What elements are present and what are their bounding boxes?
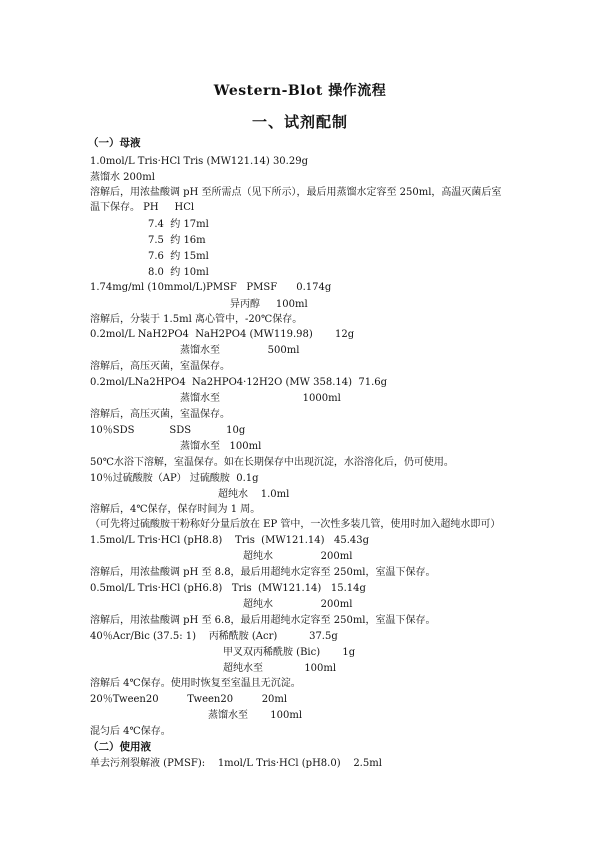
text-line: 0.2mol/LNa2HPO4 Na2HPO4·12H2O (MW 358.14) 71.6g xyxy=(90,377,388,388)
text-line: 7.4 约 17ml xyxy=(148,219,209,230)
text-line: 超纯水 200ml xyxy=(243,599,353,610)
text-line: 蒸馏水至 1000ml xyxy=(180,393,341,404)
text-line: 1.5mol/L Tris·HCl (pH8.8) Tris (MW121.14) 45.43g xyxy=(90,535,370,546)
text-line: 50℃水浴下溶解，室温保存。如在长期保存中出现沉淀，水浴溶化后，仍可使用。 xyxy=(90,457,454,468)
text-line: 蒸馏水至 100ml xyxy=(180,441,262,452)
subsection-stock-title: （一）母液 xyxy=(88,137,141,149)
text-line: 溶解后，4℃保存，保存时间为 1 周。 xyxy=(90,504,261,515)
text-line: 蒸馏水至 100ml xyxy=(208,710,303,721)
section-heading: 一、试剂配制 xyxy=(251,113,348,131)
text-line: 溶解后，用浓盐酸调 pH 至 8.8，最后用超纯水定容至 250ml，室温下保存。 xyxy=(90,567,436,578)
text-line: 混匀后 4℃保存。 xyxy=(90,726,171,737)
subsection-working-title: （二）使用液 xyxy=(88,741,151,753)
text-line: 1.0mol/L Tris·HCl Tris (MW121.14) 30.29g xyxy=(90,156,308,167)
text-line: 超纯水 200ml xyxy=(243,551,353,562)
text-line: 1.74mg/ml (10mmol/L)PMSF PMSF 0.174g xyxy=(90,282,332,293)
text-line: 单去污剂裂解液 (PMSF): 1mol/L Tris·HCl (pH8.0) 2.5ml xyxy=(90,758,382,769)
text-line: 溶解后，用浓盐酸调 pH 至 6.8，最后用超纯水定容至 250ml，室温下保存。 xyxy=(90,615,436,626)
text-line: 0.5mol/L Tris·HCl (pH6.8) Tris (MW121.14) 15.14g xyxy=(90,583,366,594)
text-line: 甲叉双丙稀酰胺 (Bic) 1g xyxy=(223,647,356,658)
text-line: 溶解后，用浓盐酸调 pH 至所需点（见下所示），最后用蒸馏水定容至 250ml，高温灭菌后室 xyxy=(90,187,502,198)
text-line: 异丙醇 100ml xyxy=(230,299,308,310)
text-line: 蒸馏水 200ml xyxy=(90,172,155,183)
text-line: 溶解后，分装于 1.5ml 离心管中，-20℃保存。 xyxy=(90,314,303,325)
text-line: 蒸馏水至 500ml xyxy=(180,345,300,356)
text-line: 7.6 约 15ml xyxy=(148,251,209,262)
text-line: 0.2mol/L NaH2PO4 NaH2PO4 (MW119.98) 12g xyxy=(90,329,355,340)
text-line: 10％过硫酸胺（AP） 过硫酸胺 0.1g xyxy=(90,473,259,484)
text-line: 7.5 约 16m xyxy=(148,235,206,246)
text-line: 溶解后，高压灭菌，室温保存。 xyxy=(90,409,230,420)
text-line: 溶解后 4℃保存。使用时恢复至室温且无沉淀。 xyxy=(90,678,301,689)
text-line: 10％SDS SDS 10g xyxy=(90,425,246,436)
text-line: 20％Tween20 Tween20 20ml xyxy=(90,694,288,705)
text-line: 超纯水 1.0ml xyxy=(218,489,290,500)
page-title: Western-Blot 操作流程 xyxy=(213,83,387,99)
text-line: 8.0 约 10ml xyxy=(148,267,209,278)
text-line: （可先将过硫酸胺干粉称好分量后放在 EP 管中，一次性多装几管，使用时加入超纯水即可） xyxy=(90,519,501,530)
text-line: 40％Acr/Bic (37.5: 1) 丙稀酰胺 (Acr) 37.5g xyxy=(90,631,338,642)
text-line: 温下保存。 PH HCl xyxy=(90,202,195,213)
text-line: 溶解后，高压灭菌，室温保存。 xyxy=(90,361,230,372)
text-line: 超纯水至 100ml xyxy=(223,663,337,674)
